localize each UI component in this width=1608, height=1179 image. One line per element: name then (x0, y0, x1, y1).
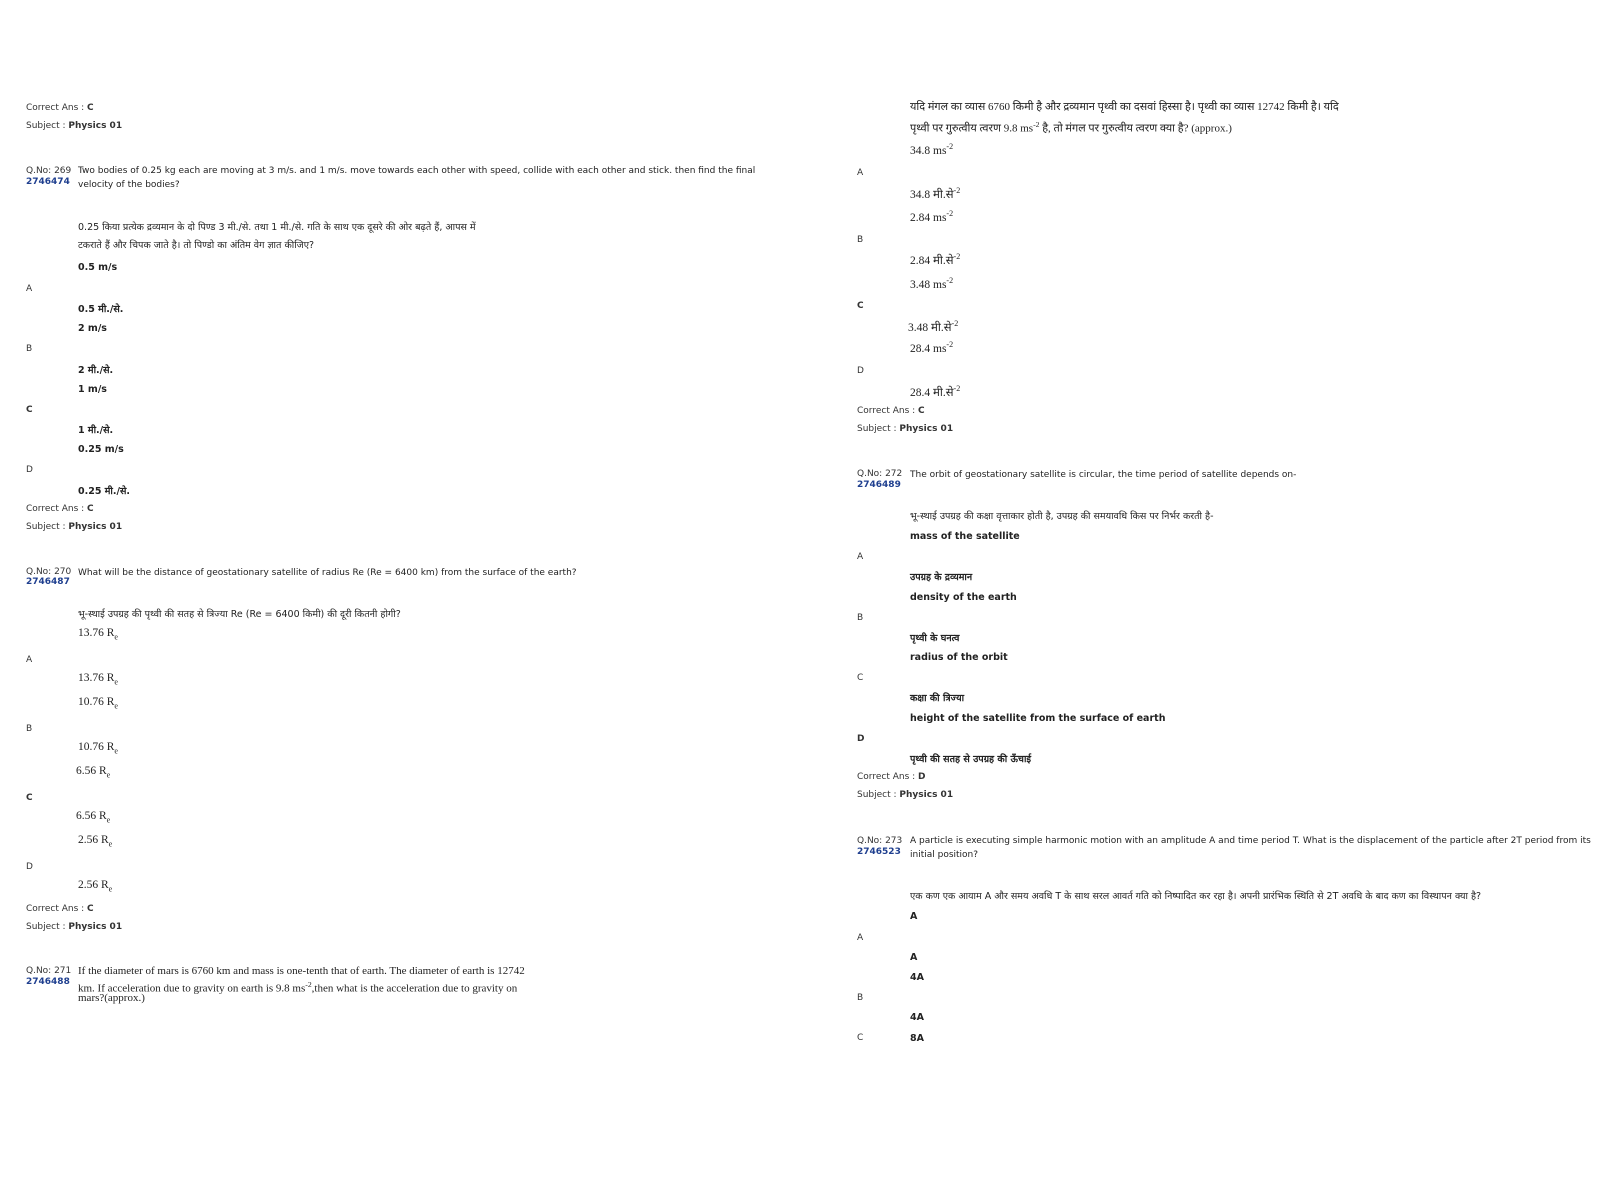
option-a-letter: A (857, 933, 864, 943)
option-d-en: 2.56 $R_e$ (78, 834, 113, 849)
question-number: Q.No: 269 (26, 166, 72, 176)
option-d-letter: D (26, 465, 33, 475)
question-text-en: Two bodies of 0.25 kg each are moving at 3 m/s. and 1 m/s. move towards each other with speed, collide with each other and stick. then find the final velocity of the bodies? (78, 166, 756, 190)
option-b-en: 2 m/s (78, 323, 107, 334)
question-text-hi-line1: 0.25 किया प्रत्येक द्रव्यमान के दो पिण्ड 3 मी./से. तथा 1 मी./से. गति के साथ एक दूसरे की ओर बढ़ते हैं, आपस में (78, 222, 476, 233)
option-b-letter: B (857, 235, 864, 245)
option-b-en: density of the earth (910, 592, 1017, 603)
option-a-hi: 0.5 मी./से. (78, 304, 124, 315)
question-text-en-line3: mars?(approx.) (78, 992, 145, 1004)
option-a-hi: उपग्रह के द्रव्यमान (910, 572, 973, 583)
option-b-hi: 2 मी./से. (78, 365, 114, 376)
option-c-letter: C (857, 673, 864, 683)
option-a-en: 34.8 $ms^{-2}$ (910, 142, 954, 157)
option-c-hi: 1 मी./से. (78, 425, 114, 436)
option-c-letter: C (857, 301, 864, 311)
question-number: Q.No: 271 (26, 966, 72, 976)
question-text-hi: भू-स्थाई उपग्रह की कक्षा वृत्ताकार होती है, उपग्रह की समयावधि किस पर निर्भर करती है- (910, 511, 1214, 522)
correct-answer: Correct Ans : C (26, 103, 94, 113)
question-text-hi: भू-स्थाई उपग्रह की पृथ्वी की सतह से त्रिज्या Re (Re = 6400 किमी) की दूरी कितनी होगी? (78, 609, 401, 620)
question-text-en-line1: If the diameter of mars is 6760 km and mass is one-tenth that of earth. The diameter of earth is 12742 (78, 965, 525, 977)
option-d-letter: D (26, 862, 33, 872)
option-a-en: A (910, 911, 918, 922)
subject: Subject : Physics 01 (26, 121, 123, 131)
option-a-hi: 34.8 मी.से$^{-2}$ (910, 186, 961, 201)
question-number: Q.No: 272 (857, 469, 903, 479)
option-b-hi: 10.76 $R_e$ (78, 741, 118, 756)
option-c-hi: कक्षा की त्रिज्या (910, 693, 965, 704)
option-c-en: radius of the orbit (910, 652, 1008, 663)
option-b-hi: पृथ्वी के घनत्व (910, 633, 960, 644)
option-c-hi: 3.48 मी.से$^{-2}$ (908, 319, 959, 334)
question-number: Q.No: 270 (26, 567, 72, 577)
question-text-hi-line2: पृथ्वी पर गुरुत्वीय त्वरण 9.8 $ms^{-2}$ है, तो मंगल पर गुरुत्वीय त्वरण क्या है? (approx.) (910, 120, 1232, 135)
option-b-hi: 2.84 मी.से$^{-2}$ (910, 252, 961, 267)
option-b-en: 4A (910, 972, 924, 983)
option-a-letter: A (26, 284, 33, 294)
option-c-letter: C (26, 793, 33, 803)
subject: Subject : Physics 01 (26, 922, 123, 932)
option-d-en: 0.25 m/s (78, 444, 124, 455)
question-id: 2746488 (26, 977, 70, 987)
option-a-en: 13.76 $R_e$ (78, 627, 118, 642)
option-a-en: 0.5 m/s (78, 262, 118, 273)
correct-answer: Correct Ans : D (857, 772, 926, 782)
option-b-en: 10.76 $R_e$ (78, 696, 118, 711)
question-id: 2746474 (26, 177, 70, 187)
option-b-letter: B (26, 724, 33, 734)
question-id: 2746489 (857, 480, 901, 490)
option-b-letter: B (26, 344, 33, 354)
option-d-hi: 2.56 $R_e$ (78, 879, 113, 894)
option-a-hi: A (910, 952, 918, 963)
question-text-en: What will be the distance of geostationary satellite of radius Re (Re = 6400 km) from the surface of the earth? (78, 568, 577, 578)
option-c-hi: 6.56 $R_e$ (76, 810, 111, 825)
option-c-letter: C (857, 1033, 864, 1043)
option-a-hi: 13.76 $R_e$ (78, 672, 118, 687)
option-c-en: 6.56 $R_e$ (76, 765, 111, 780)
question-text-hi-line2: टकराते हैं और चिपक जाते है। तो पिण्डो का अंतिम वेग ज्ञात कीजिए? (78, 240, 315, 251)
option-c-en: 3.48 $ms^{-2}$ (910, 276, 954, 291)
option-d-hi: पृथ्वी की सतह से उपग्रह की ऊँचाई (910, 754, 1032, 765)
question-text-hi: एक कण एक आयाम A और समय अवधि T के साथ सरल आवर्त गति को निष्पादित कर रहा है। अपनी प्रारंभिक स्थिति से 2T अवधि के बाद कण का विस्थापन क्या है? (910, 891, 1482, 902)
option-a-letter: A (857, 552, 864, 562)
question-id: 2746523 (857, 847, 901, 857)
option-d-hi: 28.4 मी.से$^{-2}$ (910, 384, 961, 399)
option-b-en: 2.84 $ms^{-2}$ (910, 209, 954, 224)
question-text-en-line2: km. If acceleration due to gravity on earth is 9.8 $ms^{-2},then$ what is the acceleration due to gravity on (78, 980, 518, 995)
subject: Subject : Physics 01 (857, 424, 954, 434)
question-number: Q.No: 273 (857, 836, 903, 846)
option-b-letter: B (857, 993, 864, 1003)
subject: Subject : Physics 01 (26, 522, 123, 532)
option-c-letter: C (26, 405, 33, 415)
option-d-en: height of the satellite from the surface of earth (910, 713, 1166, 724)
subject: Subject : Physics 01 (857, 790, 954, 800)
option-c-en: 1 m/s (78, 384, 107, 395)
option-a-en: mass of the satellite (910, 531, 1020, 542)
option-d-hi: 0.25 मी./से. (78, 486, 130, 497)
option-a-letter: A (857, 168, 864, 178)
option-d-letter: D (857, 734, 865, 744)
question-id: 2746487 (26, 577, 70, 587)
question-text-en: The orbit of geostationary satellite is circular, the time period of satellite depends on- (910, 470, 1297, 480)
question-text-en: A particle is executing simple harmonic motion with an amplitude A and time period T. What is the displacement of the particle after 2T period from its initial position? (910, 836, 1591, 860)
option-b-hi: 4A (910, 1012, 924, 1023)
option-c-en: 8A (910, 1033, 924, 1044)
option-d-letter: D (857, 366, 864, 376)
correct-answer: Correct Ans : C (857, 406, 925, 416)
option-d-en: 28.4 $ms^{-2}$ (910, 340, 954, 355)
option-b-letter: B (857, 613, 864, 623)
question-text-hi-line1: यदि मंगल का व्यास 6760 किमी है और द्रव्यमान पृथ्वी का दसवां हिस्सा है। पृथ्वी का व्यास 12742 किमी है। यदि (910, 101, 1339, 113)
correct-answer: Correct Ans : C (26, 904, 94, 914)
option-a-letter: A (26, 655, 33, 665)
correct-answer: Correct Ans : C (26, 504, 94, 514)
